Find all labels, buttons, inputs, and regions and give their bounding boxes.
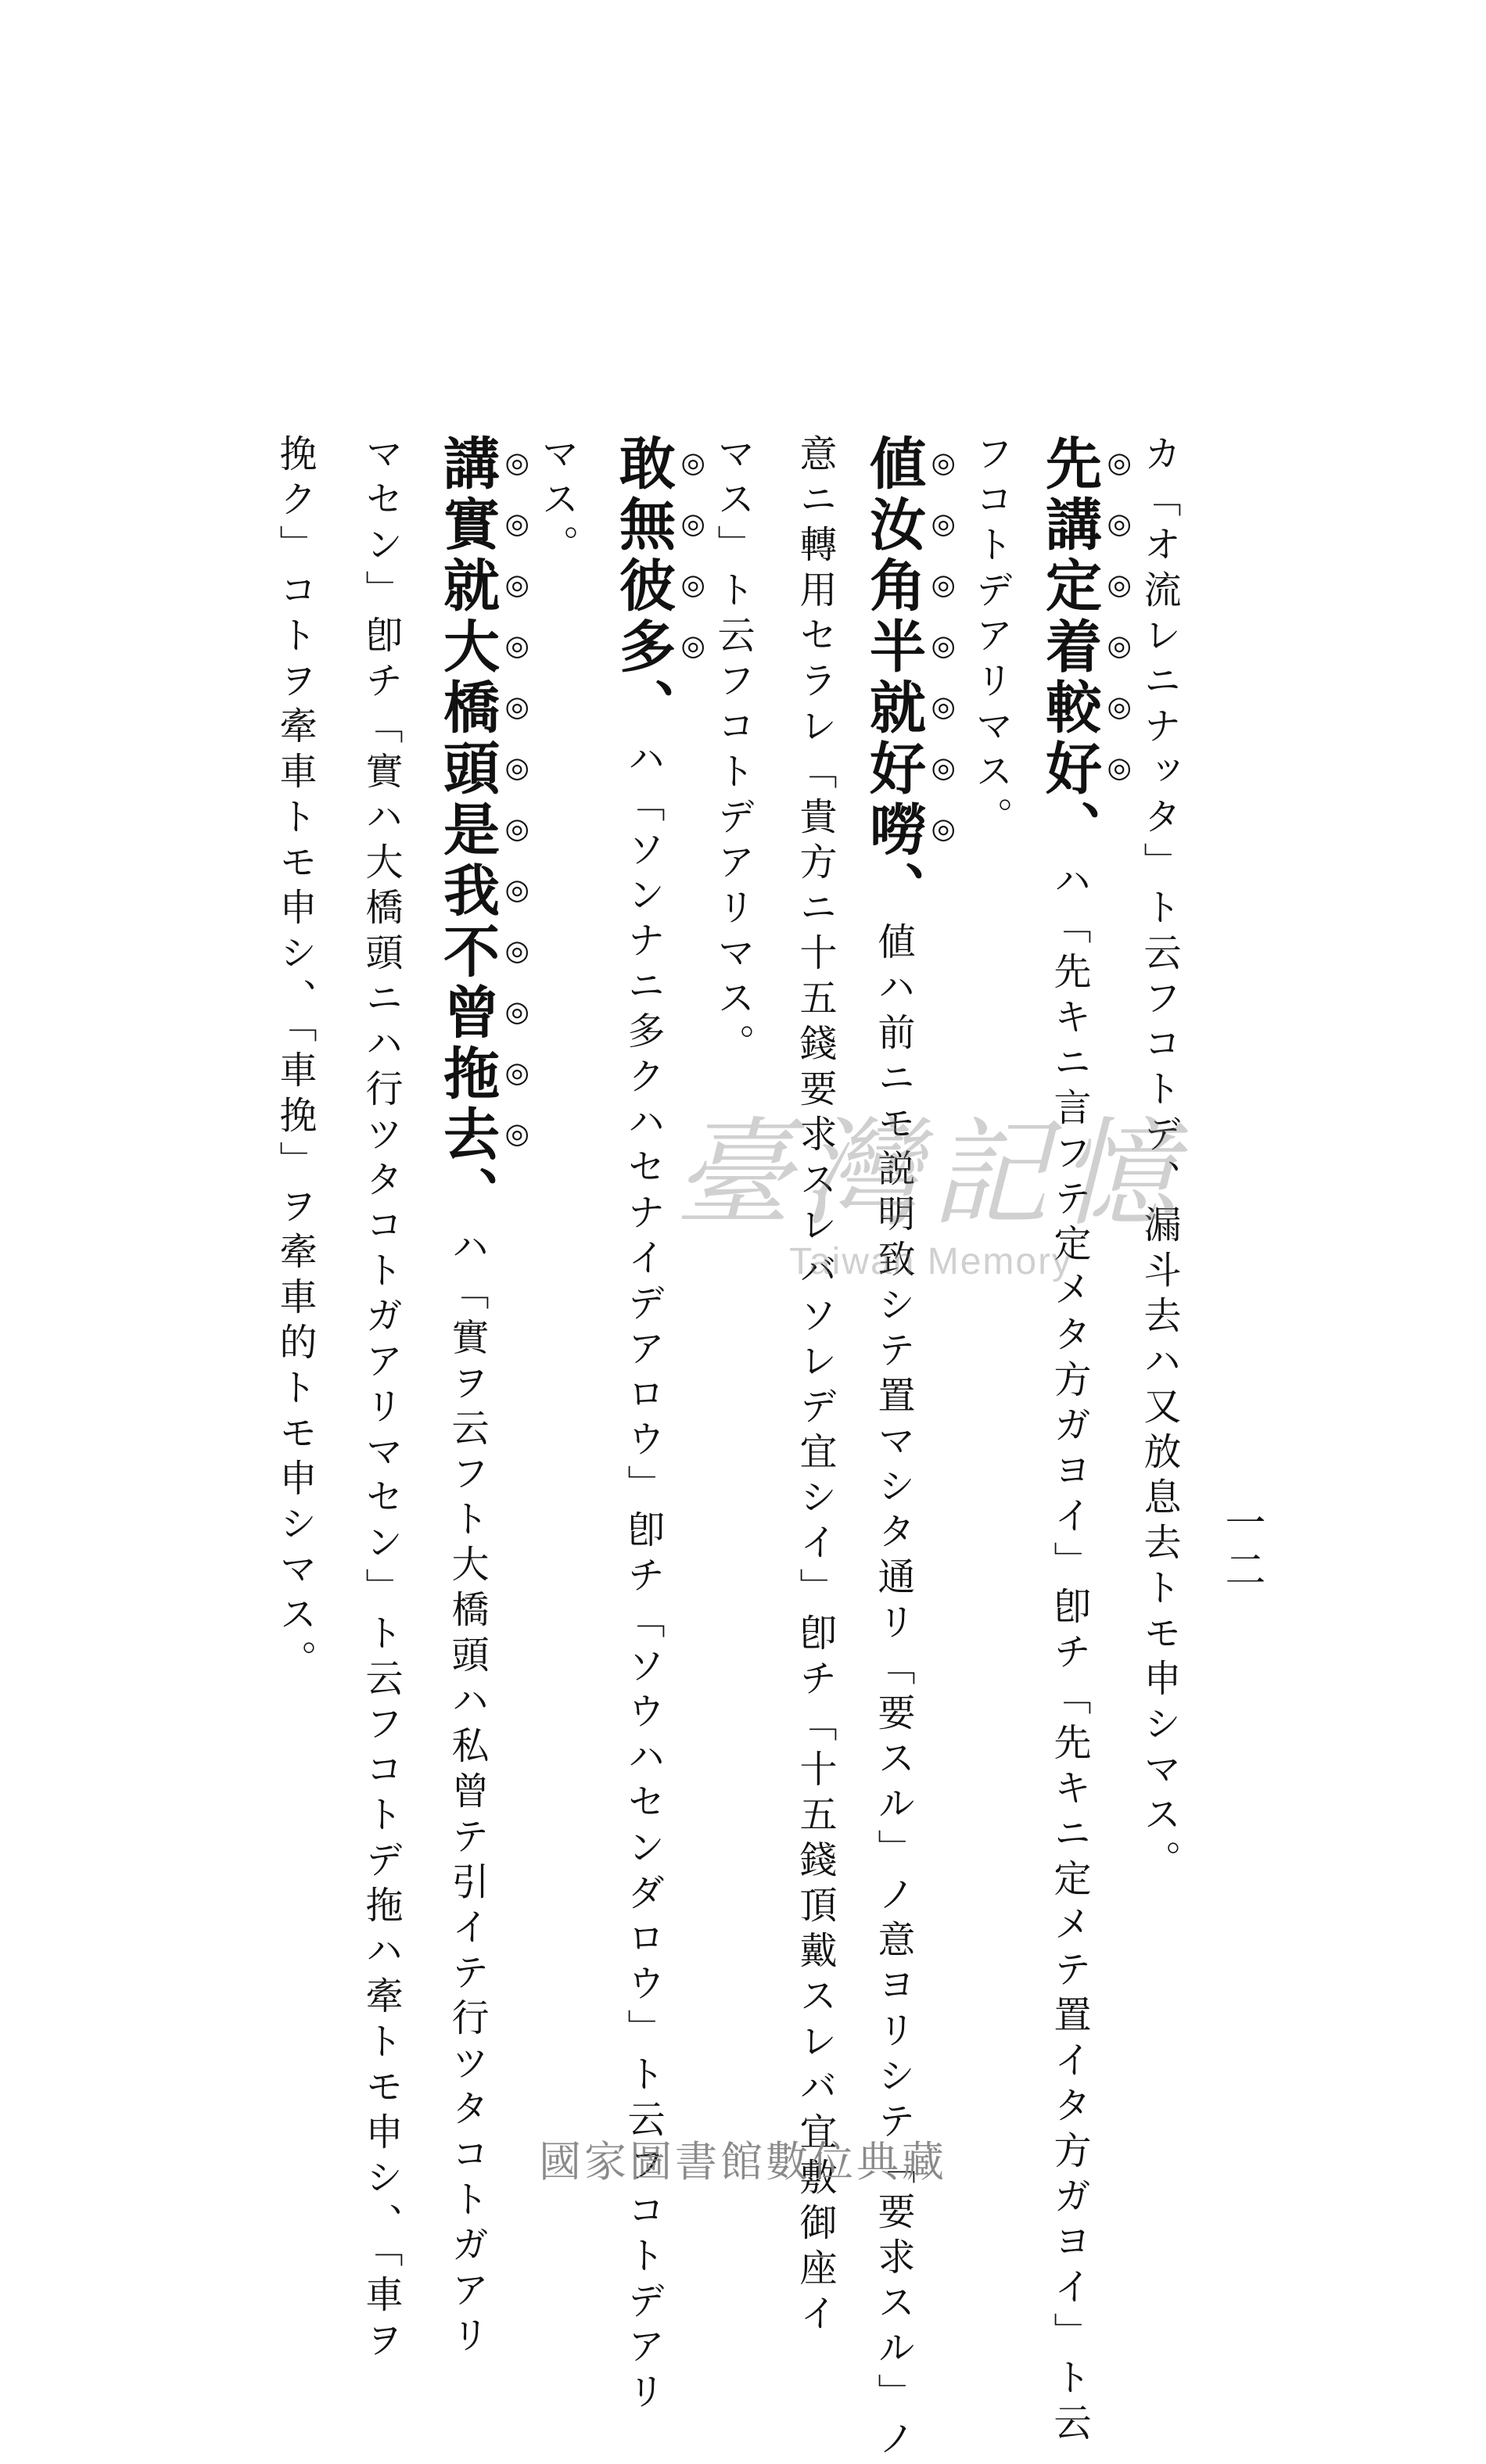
text-column-8 [524, 434, 623, 570]
column-body: マス」ト云フコトデアリマス。 [711, 434, 755, 1069]
text-column-9 [434, 434, 533, 2361]
column-heading: 講實就大橋頭是我不曾拖去、 [434, 434, 501, 1227]
column-body: ハ「ソンナニ多クハセナイデアロウ」卽チ「ソウハセンダロウ」ト云フコトデアリ [621, 739, 665, 2417]
column-heading: 先講定着較好、 [1036, 434, 1103, 861]
text-column-3 [958, 434, 1057, 842]
column-body: ハ「先キニ言フテ定メタ方ガヨイ」卽チ「先キニ定メテ置イタ方ガヨイ」ト云 [1047, 861, 1091, 2448]
column-body: ハ「實ヲ云フト大橋頭ハ私曾テ引イテ行ツタコトガアリ [445, 1227, 489, 2361]
column-body: フコトデアリマス。 [969, 434, 1013, 842]
column-body: 意ニ轉用セラレ「貴方ニ十五錢要求スレバソレデ宜シイ」卽チ「十五錢頂戴スレバ宜敷御座イ [793, 434, 837, 2339]
column-body: マセン」卽チ「實ハ大橋頭ニハ行ツタコトガアリマセン」ト云フコトデ拖ハ牽トモ申シ、「車ヲ [359, 434, 403, 2365]
text-column-11 [262, 434, 361, 1685]
text-column-1 [1126, 434, 1226, 1885]
text-column-7 [610, 434, 709, 2417]
watermark-subtitle: Taiwan Memory [788, 1241, 1073, 1282]
column-body: 挽ク」コトヲ牽車トモ申シ、「車挽」ヲ牽車的トモ申シマス。 [273, 434, 317, 1685]
column-body: マス。 [535, 434, 579, 570]
text-column-10 [348, 434, 447, 2365]
page-number: 一二 [1218, 1501, 1265, 1595]
footer-credit: 國家圖書館數位典藏 [539, 2137, 947, 2186]
column-body: カ「オ流レニナッタ」ト云フコトデ、漏斗去ハ又放息去トモ申シマス。 [1137, 434, 1181, 1885]
column-body: 値ハ前ニモ説明致シテ置マシタ通リ「要スル」ノ意ヨリシテ「要求スル」ノ [871, 922, 915, 2464]
column-heading: 値汝角半就好嘮、 [860, 434, 927, 922]
column-heading: 敢無彼多、 [610, 434, 677, 739]
text-column-6 [700, 434, 799, 1069]
watermark-logo-text: 臺灣記憶 [673, 1106, 1187, 1243]
